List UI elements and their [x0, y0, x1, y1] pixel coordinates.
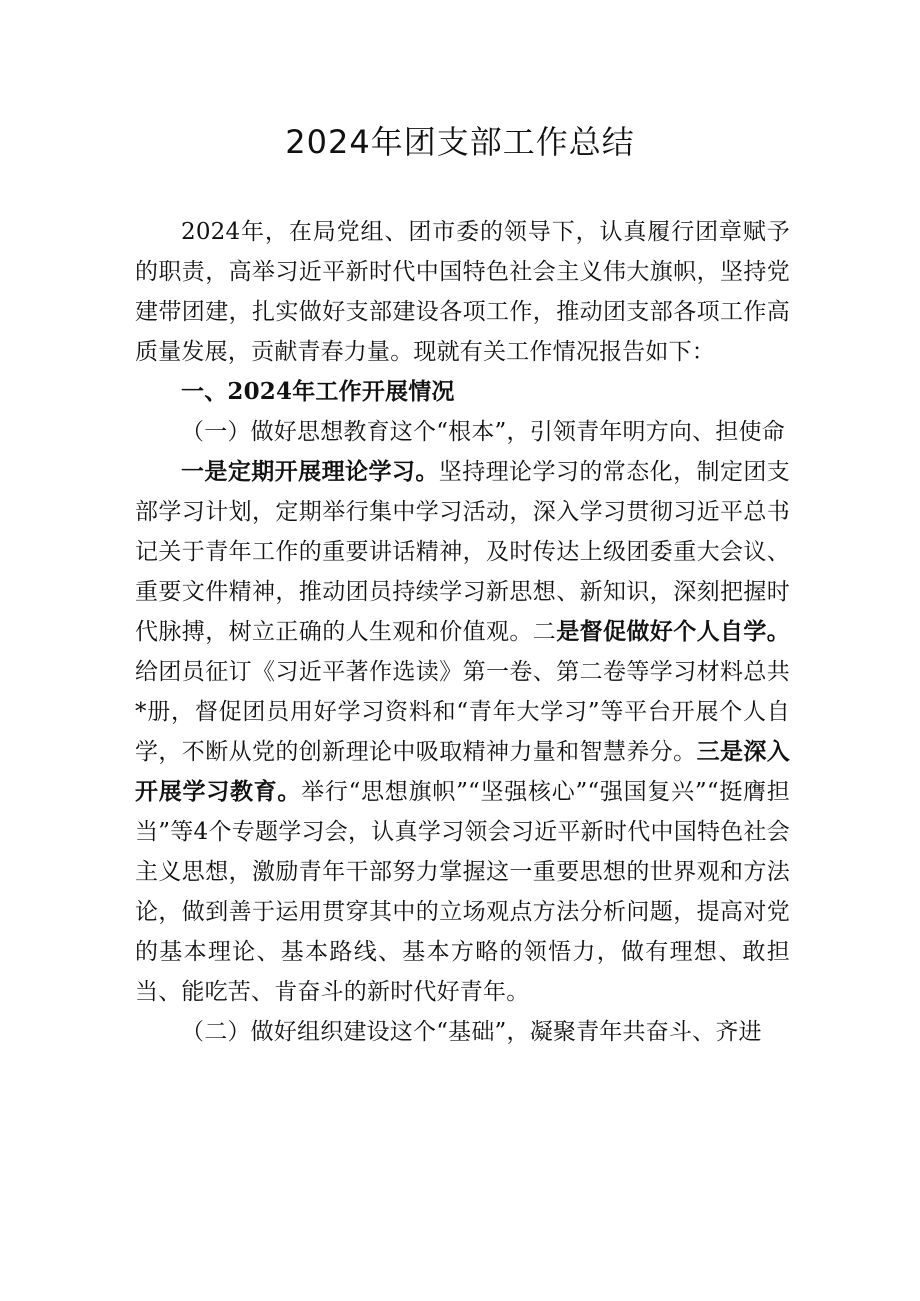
document-body	[135, 212, 790, 1052]
point-three-text: 举行“思想旗帜”“坚强核心”“强国复兴”“挺膺担当”等4个专题学习会，认真学习领会习近平新时代中国特色社会主义思想，激励青年干部努力掌握这一重要思想的世界观和方法论，做到善于运用贯穿其中的立场观点方法分析问题，提高对党的基本理论、基本路线、基本方略的领悟力，做有理想、敢担当、能吃苦、肯奋斗的新时代好青年。	[135, 779, 790, 1005]
intro-paragraph: 2024年，在局党组、团市委的领导下，认真履行团章赋予的职责，高举习近平新时代中国特色社会主义伟大旗帜，坚持党建带团建，扎实做好支部建设各项工作，推动团支部各项工作高质量发展，贡献青春力量。现就有关工作情况报告如下：	[135, 219, 790, 365]
point-one-lead: 一是定期开展理论学习。	[181, 458, 439, 485]
point-one-text: 坚持理论学习的常态化，制定团支部学习计划，定期举行集中学习活动，深入学习贯彻习近平总书记关于青年工作的重要讲话精神，及时传达上级团委重大会议、重要文件精神，推动团员持续学习新思想、新知识，深刻把握时代脉搏，树立正确的人生观和价值观。	[135, 459, 791, 645]
section-heading-1: 一、2024年工作开展情况	[181, 378, 455, 405]
subsection-heading-2: （二）做好组织建设这个“基础”，凝聚青年共奋斗、齐进	[181, 1019, 762, 1045]
work-paragraph	[135, 452, 790, 1012]
point-two-lead: 是督促做好个人自学。	[556, 618, 791, 645]
subsection-heading-1: （一）做好思想教育这个“根本”，引领青年明方向、担使命	[181, 419, 785, 445]
document-title: 2024年团支部工作总结	[285, 123, 635, 161]
point-three-lead: 三是深入开展学习教育。	[135, 738, 790, 805]
point-two-text: 给团员征订《习近平著作选读》第一卷、第二卷等学习材料总共*册，督促团员用好学习资料和“青年大学习”等平台开展个人自学，不断从党的创新理论中吸取精神力量和智慧养分。	[135, 659, 790, 765]
point-two-prefix: 二	[532, 619, 557, 645]
